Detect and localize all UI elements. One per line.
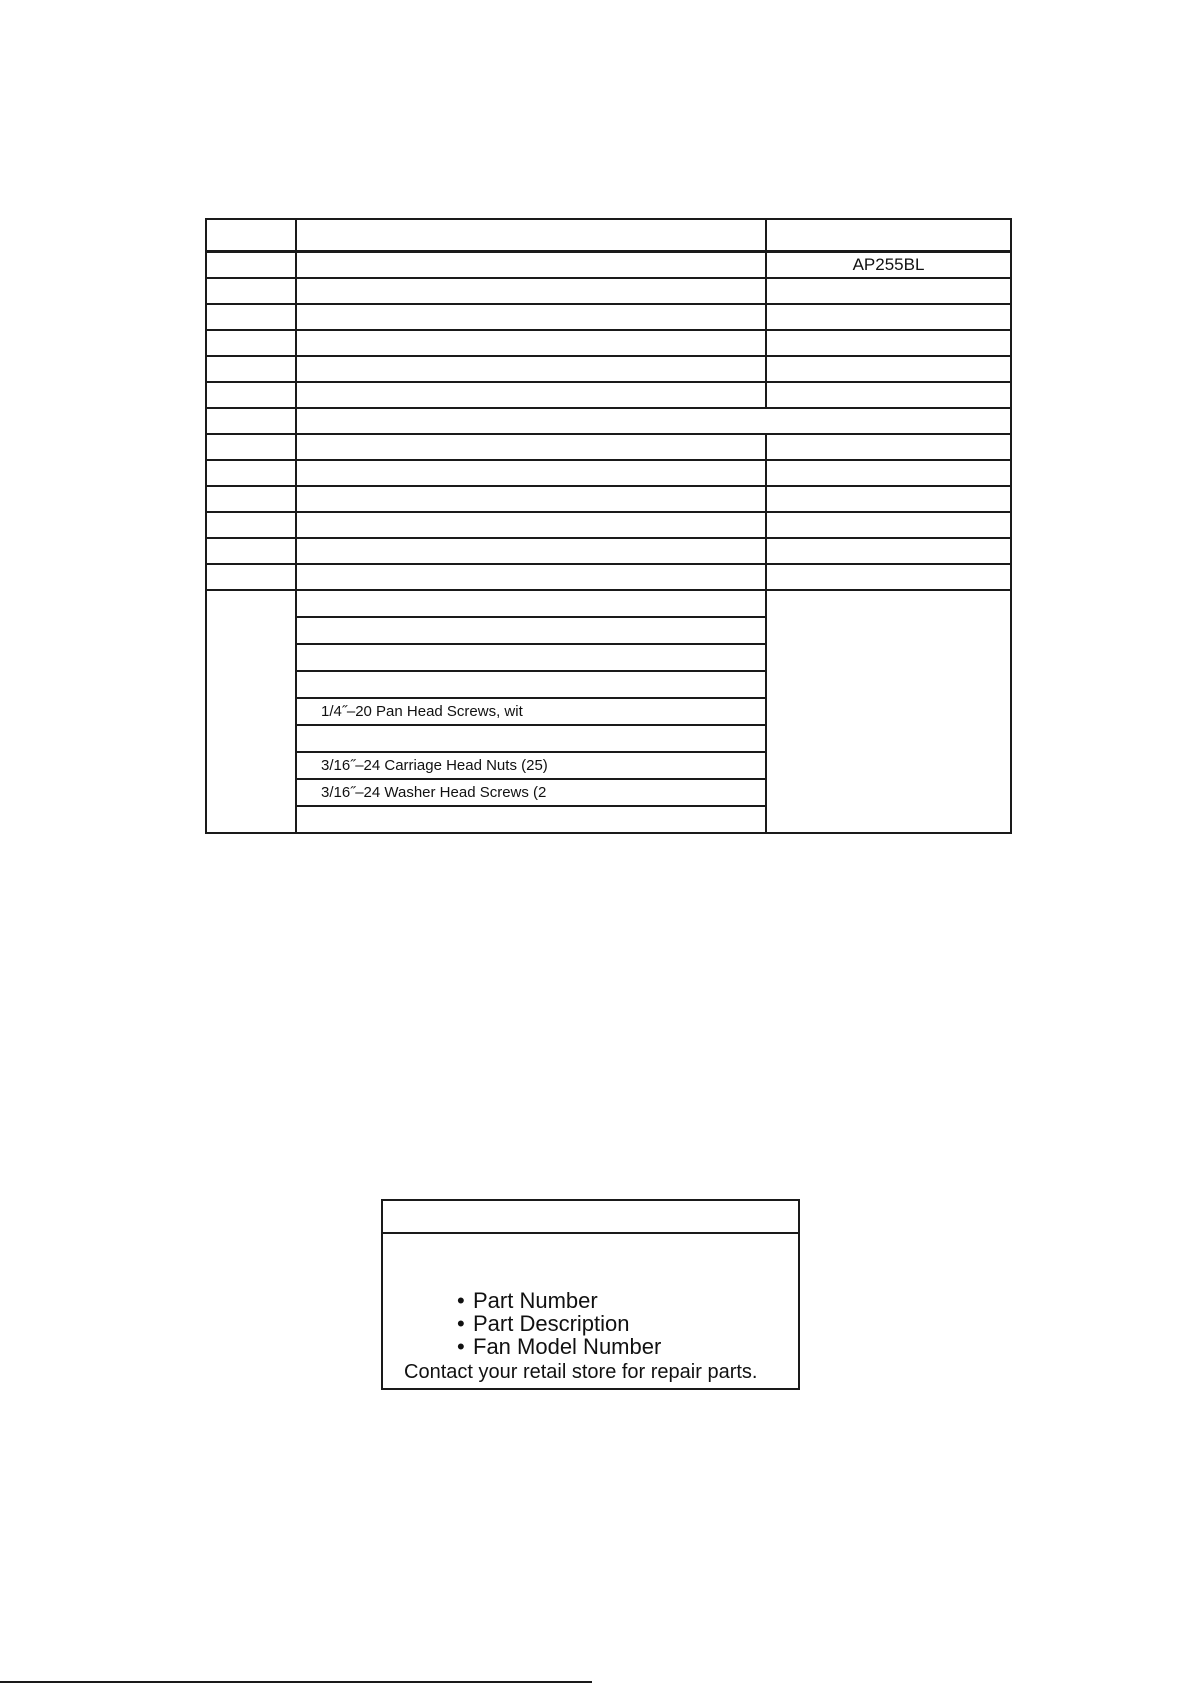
bullet: • — [457, 1334, 465, 1359]
description-cell-wide — [296, 408, 1011, 434]
hardware-item — [296, 671, 766, 698]
description-cell — [296, 252, 766, 279]
ordering-info-item-text: Part Description — [473, 1311, 630, 1336]
description-cell — [296, 278, 766, 304]
key-cell — [206, 330, 296, 356]
part-number-cell — [766, 356, 1011, 382]
key-cell — [206, 434, 296, 460]
key-cell — [206, 408, 296, 434]
hardware-row — [206, 590, 1011, 617]
description-cell — [296, 512, 766, 538]
table-row — [206, 460, 1011, 486]
ordering-info-header — [383, 1201, 798, 1234]
table-row — [206, 434, 1011, 460]
key-cell — [206, 512, 296, 538]
key-cell — [206, 460, 296, 486]
hardware-item: 3/16˝–24 Washer Head Screws (2 — [296, 779, 766, 806]
part-number-cell — [766, 304, 1011, 330]
part-number-cell — [766, 538, 1011, 564]
ordering-info-item — [457, 1335, 661, 1358]
footer-rule — [0, 1681, 592, 1683]
hardware-item — [296, 617, 766, 644]
key-cell — [206, 382, 296, 408]
part-number-cell — [766, 460, 1011, 486]
ordering-info-item — [457, 1289, 661, 1312]
key-cell — [206, 538, 296, 564]
description-cell — [296, 564, 766, 590]
part-number-cell — [766, 564, 1011, 590]
contact-note: Contact your retail store for repair parts. — [404, 1361, 758, 1383]
hardware-item — [296, 806, 766, 833]
part-number-cell — [766, 382, 1011, 408]
description-cell — [296, 434, 766, 460]
key-cell — [206, 252, 296, 279]
part-number-cell: AP255BL — [766, 252, 1011, 279]
description-cell — [296, 356, 766, 382]
table-row — [206, 564, 1011, 590]
part-number-cell — [766, 434, 1011, 460]
description-cell — [296, 304, 766, 330]
parts-table — [205, 218, 1012, 834]
part-number-cell — [766, 486, 1011, 512]
hardware-item — [296, 725, 766, 752]
table-row — [206, 512, 1011, 538]
table-row — [206, 356, 1011, 382]
bullet: • — [457, 1311, 465, 1336]
hardware-item: 3/16˝–24 Carriage Head Nuts (25) — [296, 752, 766, 779]
table-row — [206, 538, 1011, 564]
key-cell — [206, 278, 296, 304]
part-number-cell — [766, 512, 1011, 538]
part-number-cell — [766, 330, 1011, 356]
description-cell — [296, 538, 766, 564]
key-cell — [206, 486, 296, 512]
ordering-info-body — [383, 1234, 798, 1390]
hardware-key-cell — [206, 590, 296, 833]
table-row — [206, 382, 1011, 408]
ordering-info-item-text: Part Number — [473, 1288, 598, 1313]
description-cell — [296, 382, 766, 408]
hardware-part-number-cell — [766, 590, 1011, 833]
hardware-item: 1/4˝–20 Pan Head Screws, wit — [296, 698, 766, 725]
table-row-merged — [206, 408, 1011, 434]
ordering-info-item-text: Fan Model Number — [473, 1334, 662, 1359]
description-cell — [296, 486, 766, 512]
table-row — [206, 278, 1011, 304]
key-cell — [206, 304, 296, 330]
table-header-row — [206, 219, 1011, 252]
hardware-item — [296, 590, 766, 617]
ordering-info-box — [381, 1199, 800, 1390]
table-row — [206, 252, 1011, 279]
description-cell — [296, 460, 766, 486]
key-cell — [206, 564, 296, 590]
table-row — [206, 330, 1011, 356]
ordering-info-list — [457, 1289, 661, 1358]
hardware-item — [296, 644, 766, 671]
ordering-info-item — [457, 1312, 661, 1335]
header-part-number-cell — [766, 219, 1011, 252]
header-key-cell — [206, 219, 296, 252]
header-description-cell — [296, 219, 766, 252]
description-cell — [296, 330, 766, 356]
key-cell — [206, 356, 296, 382]
part-number-cell — [766, 278, 1011, 304]
table-row — [206, 486, 1011, 512]
table-row — [206, 304, 1011, 330]
bullet: • — [457, 1288, 465, 1313]
